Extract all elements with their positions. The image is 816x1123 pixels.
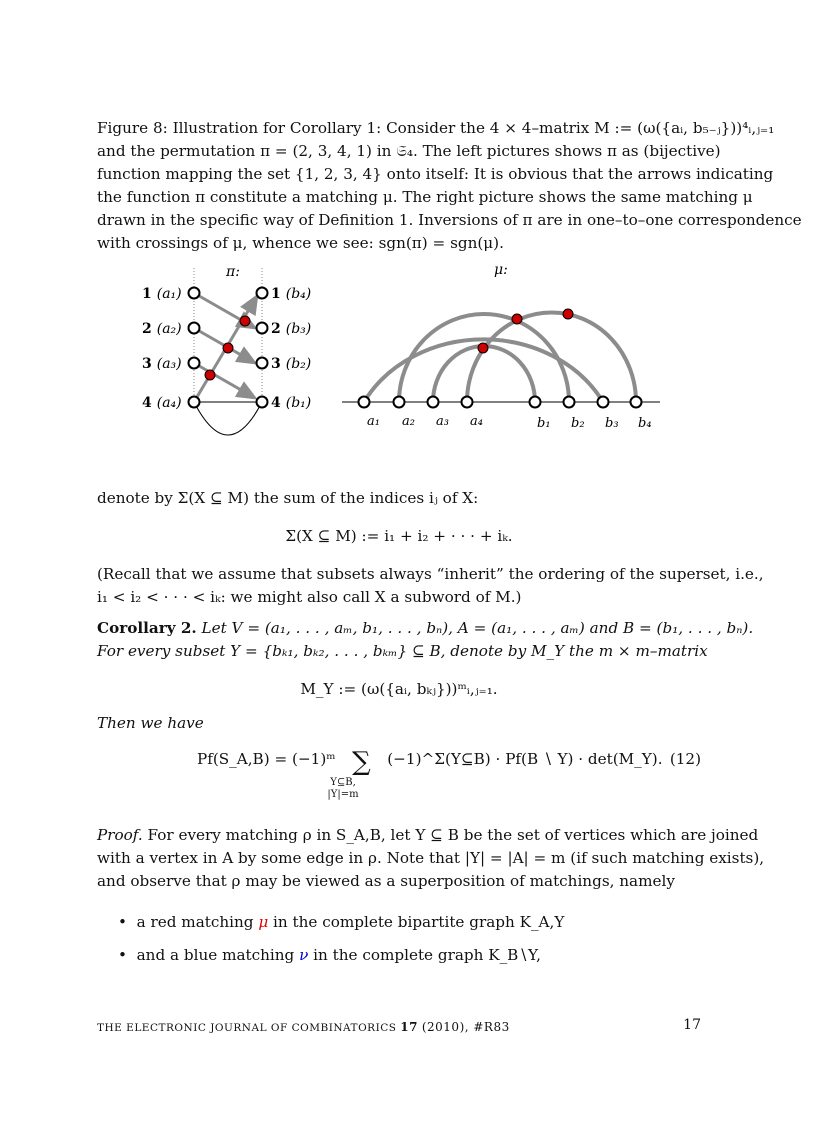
left-label-var: (a₃) bbox=[156, 356, 182, 372]
crossing-dot bbox=[563, 309, 573, 319]
caption-line: function mapping the set {1, 2, 3, 4} onto itself: It is obvious that the arrows indicating bbox=[97, 165, 774, 183]
eq12-right: (−1)^Σ(Y⊆B) · Pf(B ∖ Y) · det(M_Y). bbox=[387, 750, 663, 768]
left-label-var: (a₄) bbox=[156, 395, 182, 411]
arc-a3-b1 bbox=[433, 346, 535, 402]
crossing-dot bbox=[205, 370, 215, 380]
then-text bbox=[97, 712, 701, 735]
corollary-text: For every subset Y = {bₖ₁, bₖ₂, . . . , bₖₘ} ⊆ B, denote by M_Y the m × m–matrix bbox=[97, 642, 708, 660]
node bbox=[257, 397, 268, 408]
right-label-var: (b₄) bbox=[285, 286, 312, 302]
crossing-dot bbox=[223, 343, 233, 353]
red-mu-symbol: μ bbox=[258, 913, 269, 931]
bullet-item bbox=[118, 913, 564, 931]
paragraph-sigma bbox=[97, 487, 701, 510]
node bbox=[189, 288, 200, 299]
corollary-text: Let V = (a₁, . . . , aₘ, b₁, . . . , bₙ), A = (a₁, . . . , aₘ) and B = (b₁, . . . , bₙ). bbox=[201, 619, 754, 637]
svg-text:3(b₂) bbox=[271, 356, 311, 372]
vertex-label: a₃ bbox=[436, 414, 449, 429]
text-line: denote by Σ(X ⊆ M) the sum of the indices iⱼ of X: bbox=[97, 489, 479, 507]
node bbox=[189, 358, 200, 369]
blue-nu-symbol: ν bbox=[299, 946, 309, 964]
vertex bbox=[462, 397, 473, 408]
node bbox=[257, 323, 268, 334]
bullet-text: and a blue matching bbox=[136, 946, 295, 964]
pi-title: π: bbox=[226, 264, 240, 280]
equation-my: M_Y := (ω({aᵢ, bₖⱼ}))ᵐᵢ,ⱼ₌₁. bbox=[300, 680, 498, 698]
vertex-label: b₂ bbox=[571, 416, 585, 431]
proof-paragraph bbox=[97, 824, 765, 893]
right-label-num: 1 bbox=[271, 286, 281, 302]
svg-text:2(a₂) bbox=[142, 321, 182, 337]
vertex bbox=[631, 397, 642, 408]
corollary-title: Corollary 2. bbox=[97, 619, 197, 637]
bullet-dot: • bbox=[118, 946, 127, 964]
corollary-2 bbox=[97, 617, 754, 663]
journal-name: THE ELECTRONIC JOURNAL OF COMBINATORICS bbox=[97, 1022, 397, 1034]
sum-symbol: ∑ bbox=[352, 747, 371, 777]
bullet-text: a red matching bbox=[136, 913, 254, 931]
equation-12 bbox=[197, 747, 663, 777]
right-label-var: (b₂) bbox=[285, 356, 312, 372]
svg-text:3(a₃) bbox=[142, 356, 182, 372]
right-label-num: 4 bbox=[271, 395, 281, 411]
proof-head: Proof. bbox=[97, 826, 143, 844]
node bbox=[189, 397, 200, 408]
caption-line: Figure 8: Illustration for Corollary 1: Consider the 4 × 4–matrix M := (ω({aᵢ, b₅₋ⱼ}))⁴ᵢ,ⱼ₌₁ bbox=[97, 119, 775, 137]
vertex-label: a₁ bbox=[367, 414, 380, 429]
caption-line: and the permutation π = (2, 3, 4, 1) in 𝔖₄. The left pictures shows π as (bijective) bbox=[97, 142, 721, 160]
left-label-num: 2 bbox=[142, 321, 152, 337]
sum-index bbox=[323, 777, 363, 801]
vertex-label: b₁ bbox=[537, 416, 551, 431]
right-label-var: (b₃) bbox=[285, 321, 312, 337]
right-label-num: 3 bbox=[271, 356, 281, 372]
right-label-var: (b₁) bbox=[285, 395, 312, 411]
vertex bbox=[394, 397, 405, 408]
vertex-label: a₄ bbox=[470, 414, 483, 429]
vertex bbox=[598, 397, 609, 408]
node bbox=[257, 288, 268, 299]
crossing-dot bbox=[478, 343, 488, 353]
text-line: For every matching ρ in S_A,B, let Y ⊆ B be the set of vertices which are joined bbox=[147, 826, 759, 844]
svg-text:2(b₃) bbox=[271, 321, 311, 337]
vertex bbox=[564, 397, 575, 408]
vertex-label: a₂ bbox=[402, 414, 415, 429]
vertex-label: b₄ bbox=[638, 416, 652, 431]
text-line: and observe that ρ may be viewed as a superposition of matchings, namely bbox=[97, 872, 675, 890]
journal-year: (2010), #R83 bbox=[421, 1020, 510, 1034]
text-line: (Recall that we assume that subsets always “inherit” the ordering of the superset, i.e., bbox=[97, 565, 764, 583]
left-label-var: (a₁) bbox=[156, 286, 182, 302]
bullet-dot: • bbox=[118, 913, 127, 931]
sum-index-line: Y⊆B, bbox=[330, 777, 356, 788]
caption-line: the function π constitute a matching μ. The right picture shows the same matching μ bbox=[97, 188, 753, 206]
figure-caption bbox=[97, 117, 802, 255]
journal-volume: 17 bbox=[400, 1020, 418, 1034]
text-line: with a vertex in A by some edge in ρ. Note that |Y| = |A| = m (if such matching exists), bbox=[97, 849, 765, 867]
text-line: i₁ < i₂ < · · · < iₖ: we might also call X a subword of M.) bbox=[97, 588, 522, 606]
eq12-left: Pf(S_A,B) = (−1)ᵐ bbox=[197, 750, 336, 768]
bullet-text: in the complete graph K_B∖Y, bbox=[313, 946, 541, 964]
paragraph-recall bbox=[97, 563, 764, 609]
mu-title: μ: bbox=[494, 262, 508, 278]
caption-line: drawn in the specific way of Definition 1. Inversions of π are in one–to–one correspondence bbox=[97, 211, 802, 229]
vertex bbox=[359, 397, 370, 408]
svg-text:1(a₁) bbox=[142, 286, 182, 302]
page-number: 17 bbox=[683, 1017, 701, 1033]
vertex-label: b₃ bbox=[605, 416, 619, 431]
left-label-var: (a₂) bbox=[156, 321, 182, 337]
right-label-num: 2 bbox=[271, 321, 281, 337]
text-line: Then we have bbox=[97, 714, 204, 732]
crossing-dot bbox=[240, 316, 250, 326]
node bbox=[257, 358, 268, 369]
bullet-text: in the complete bipartite graph K_A,Y bbox=[273, 913, 565, 931]
equation-sigma: Σ(X ⊆ M) := i₁ + i₂ + · · · + iₖ. bbox=[285, 527, 513, 545]
bullet-item bbox=[118, 946, 541, 964]
svg-text:1(b₄) bbox=[271, 286, 311, 302]
svg-text:4(a₄) bbox=[142, 395, 182, 411]
figure-8 bbox=[0, 258, 816, 458]
caption-line: with crossings of μ, whence we see: sgn(π) = sgn(μ). bbox=[97, 234, 504, 252]
left-label-num: 1 bbox=[142, 286, 152, 302]
sum-index-line: |Y|=m bbox=[327, 789, 359, 800]
left-label-num: 4 bbox=[142, 395, 152, 411]
bottom-loop bbox=[194, 402, 262, 435]
equation-number: (12) bbox=[669, 750, 701, 768]
node bbox=[189, 323, 200, 334]
crossing-dot bbox=[512, 314, 522, 324]
arc-a2-b2 bbox=[399, 314, 569, 402]
svg-text:4(b₁) bbox=[271, 395, 311, 411]
arrow-3-to-4 bbox=[194, 363, 255, 398]
vertex bbox=[530, 397, 541, 408]
left-label-num: 3 bbox=[142, 356, 152, 372]
vertex bbox=[428, 397, 439, 408]
footer-journal bbox=[97, 1020, 510, 1034]
